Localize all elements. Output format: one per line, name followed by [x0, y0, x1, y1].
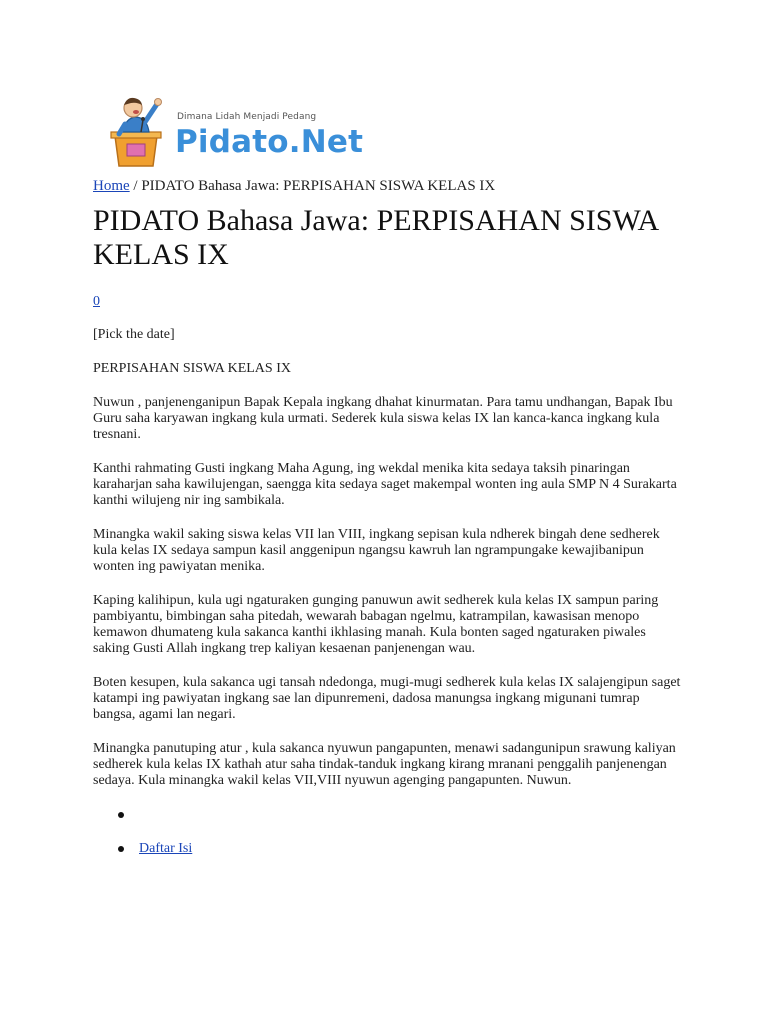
- comment-count: [93, 294, 683, 312]
- date-placeholder: [Pick the date]: [93, 327, 175, 342]
- bullet-icon: [118, 812, 124, 818]
- bullet-icon: [118, 846, 124, 852]
- logo-site-name: Pidato.Net: [175, 124, 364, 160]
- bottom-list: [93, 807, 683, 857]
- paragraph-closing: Minangka panutuping atur , kula sakanca nyuwun pangapunten, menawi sadangunipun srawung kaliyan sedherek kula kelas IX kathah atur saha tindak-tanduk ingkang kirang mranani penggalih panjenengan sedaya. Kula minangka wakil kelas VII,VIII nyuwun agenging pangapunten. Nuwun.: [93, 741, 676, 788]
- paragraph-first-point: Minangka wakil saking siswa kelas VII lan VIII, ingkang sepisan kula ndherek bingah dene sedherek kula kelas IX sedaya sampun kasil anggenipun ngangsu kawruh lan ngrampungake kewajibanipun wonten ing pawiyatan menika.: [93, 527, 660, 574]
- paragraph-prayer: Boten kesupen, kula sakanca ugi tansah ndedonga, mugi-mugi sedherek kula kelas IX salajengipun saget katampi ing pawiyatan ingkang sae lan dipunremeni, dadosa manungsa ingkang migunani tumrap bangsa, agami lan negari.: [93, 675, 681, 722]
- list-item-daftar-isi: [93, 841, 683, 857]
- daftar-isi-link[interactable]: Daftar Isi: [139, 841, 193, 856]
- logo-tagline: Dimana Lidah Menjadi Pedang: [177, 112, 317, 122]
- page-title: PIDATO Bahasa Jawa: PERPISAHAN SISWA KELAS IX: [93, 204, 658, 271]
- comment-count-link[interactable]: 0: [93, 294, 100, 309]
- breadcrumb: [93, 176, 683, 196]
- paragraph-second-point: Kaping kalihipun, kula ugi ngaturaken gunging panuwun awit sedherek kula kelas IX sampun paring pambiyantu, bimbingan saha pitedah, wewarah babagan ngelmu, katrampilan, kawasisan menopo kemawon dhumateng kula sakanca kanthi ikhlasing manah. Kula bonten saged ngaturaken piwales saking Gusti Allah ingkang trep kaliyan kesaenan panjenengan wau.: [93, 593, 659, 656]
- speaker-mascot-icon: [101, 94, 171, 168]
- site-logo[interactable]: [93, 94, 383, 172]
- breadcrumb-separator: /: [129, 178, 142, 194]
- page-container: [93, 94, 683, 875]
- paragraph-gratitude: Kanthi rahmating Gusti ingkang Maha Agung, ing wekdal menika kita sedaya taksih pinaringan karaharjan saha kawilujengan, saengga kita sedaya saget makempal wonten ing aula SMP N 4 Surakarta kanthi wilujeng nir ing sambikala.: [93, 461, 677, 508]
- list-item-empty: [93, 807, 683, 823]
- paragraph-greeting: Nuwun , panjenenganipun Bapak Kepala ingkang dhahat kinurmatan. Para tamu undhangan, Bapak Ibu Guru saha karyawan ingkang kula urmati. Sederek kula siswa kelas IX lan kanca-kanca ingkang kula tresnani.: [93, 395, 673, 442]
- breadcrumb-home-link[interactable]: Home: [93, 178, 130, 194]
- article-subtitle: PERPISAHAN SISWA KELAS IX: [93, 361, 291, 376]
- breadcrumb-current: PIDATO Bahasa Jawa: PERPISAHAN SISWA KELAS IX: [141, 178, 496, 194]
